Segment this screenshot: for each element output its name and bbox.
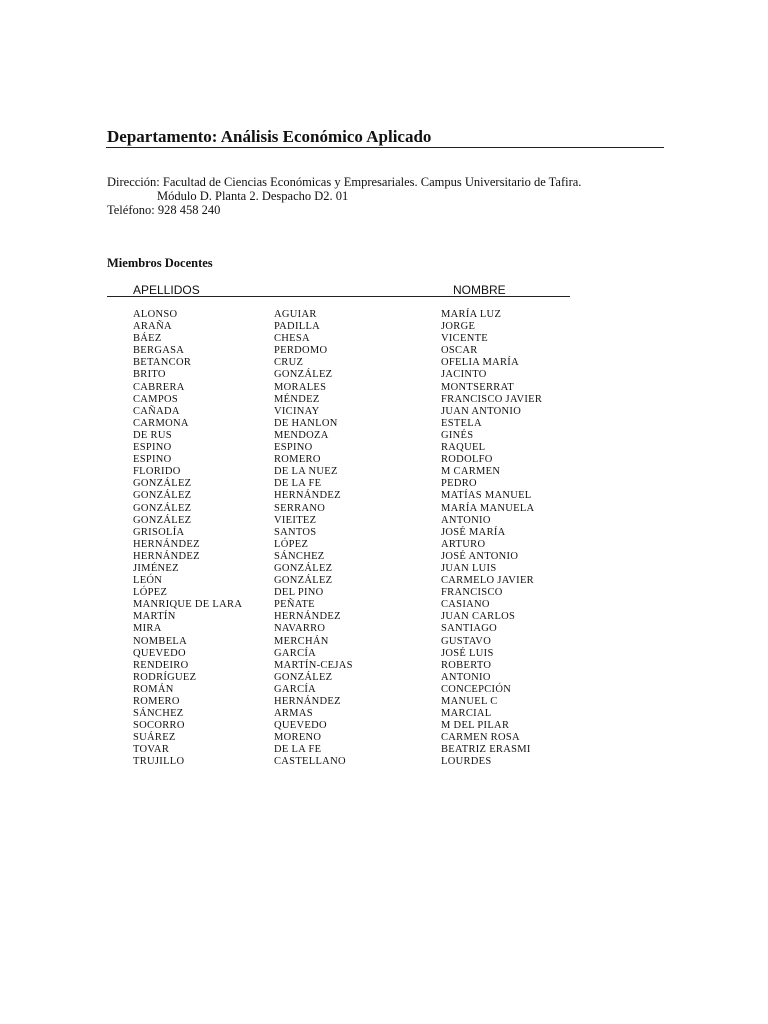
given-name: OSCAR <box>441 345 478 357</box>
first-surname: CAÑADA <box>133 405 180 417</box>
second-surname: SERRANO <box>274 502 326 514</box>
table-row <box>0 394 768 406</box>
column-header-nombre: NOMBRE <box>453 283 506 297</box>
address-line-detail: Módulo D. Planta 2. Despacho D2. 01 <box>157 189 349 203</box>
first-surname: RENDEIRO <box>133 659 189 671</box>
second-surname: HERNÁNDEZ <box>274 611 341 623</box>
second-surname: GONZÁLEZ <box>274 369 333 381</box>
given-name: FRANCISCO JAVIER <box>441 393 543 405</box>
table-row <box>0 454 768 466</box>
first-surname: NOMBELA <box>133 635 188 647</box>
first-surname: GONZÁLEZ <box>133 490 192 502</box>
table-row <box>0 551 768 563</box>
given-name: CARMEN ROSA <box>441 732 520 744</box>
first-surname: TOVAR <box>133 744 170 756</box>
second-surname: GONZÁLEZ <box>274 671 333 683</box>
given-name: JUAN LUIS <box>441 562 497 574</box>
second-surname: GONZÁLEZ <box>274 562 333 574</box>
table-row <box>0 490 768 502</box>
first-surname: GONZÁLEZ <box>133 478 192 490</box>
table-row <box>0 382 768 394</box>
first-surname: SÁNCHEZ <box>133 708 184 720</box>
given-name: ROBERTO <box>441 659 492 671</box>
column-header-apellidos: APELLIDOS <box>133 283 200 297</box>
second-surname: QUEVEDO <box>274 720 327 732</box>
table-row <box>0 732 768 744</box>
member-list <box>0 309 768 769</box>
table-row <box>0 309 768 321</box>
second-surname: LÓPEZ <box>274 538 309 550</box>
given-name: VICENTE <box>441 333 489 345</box>
first-surname: SOCORRO <box>133 720 185 732</box>
given-name: ARTURO <box>441 538 486 550</box>
given-name: MARCIAL <box>441 708 492 720</box>
table-row <box>0 503 768 515</box>
second-surname: MERCHÁN <box>274 635 329 647</box>
second-surname: VICINAY <box>274 405 320 417</box>
table-row <box>0 430 768 442</box>
second-surname: ARMAS <box>274 708 313 720</box>
first-surname: ROMÁN <box>133 683 174 695</box>
table-row <box>0 418 768 430</box>
first-surname: BÁEZ <box>133 333 162 345</box>
second-surname: MORALES <box>274 381 327 393</box>
given-name: OFELIA MARÍA <box>441 357 519 369</box>
first-surname: ARAÑA <box>133 321 172 333</box>
first-surname: MIRA <box>133 623 162 635</box>
given-name: M CARMEN <box>441 466 501 478</box>
second-surname: ROMERO <box>274 454 321 466</box>
given-name: MATÍAS MANUEL <box>441 490 532 502</box>
second-surname: DE LA FE <box>274 744 322 756</box>
second-surname: SÁNCHEZ <box>274 550 325 562</box>
second-surname: SANTOS <box>274 526 317 538</box>
page-title: Departamento: Análisis Económico Aplicado <box>107 127 432 146</box>
phone-number: Teléfono: 928 458 240 <box>107 203 221 217</box>
table-row <box>0 587 768 599</box>
first-surname: SUÁREZ <box>133 732 176 744</box>
given-name: JACINTO <box>441 369 487 381</box>
table-row <box>0 539 768 551</box>
given-name: CASIANO <box>441 599 490 611</box>
table-row <box>0 708 768 720</box>
second-surname: HERNÁNDEZ <box>274 490 341 502</box>
section-title: Miembros Docentes <box>107 256 213 270</box>
first-surname: MANRIQUE DE LARA <box>133 599 243 611</box>
table-row <box>0 696 768 708</box>
given-name: PEDRO <box>441 478 477 490</box>
first-surname: MARTÍN <box>133 611 176 623</box>
first-surname: FLORIDO <box>133 466 181 478</box>
given-name: JOSÉ ANTONIO <box>441 550 519 562</box>
table-row <box>0 575 768 587</box>
first-surname: ESPINO <box>133 454 172 466</box>
first-surname: TRUJILLO <box>133 756 185 768</box>
table-row <box>0 720 768 732</box>
table-row <box>0 478 768 490</box>
table-row <box>0 466 768 478</box>
first-surname: GONZÁLEZ <box>133 502 192 514</box>
second-surname: PADILLA <box>274 321 321 333</box>
table-row <box>0 515 768 527</box>
table-row <box>0 684 768 696</box>
given-name: BEATRIZ ERASMI <box>441 744 531 756</box>
second-surname: MARTÍN-CEJAS <box>274 659 353 671</box>
given-name: JOSÉ LUIS <box>441 647 494 659</box>
first-surname: BERGASA <box>133 345 185 357</box>
first-surname: LEÓN <box>133 575 163 587</box>
second-surname: DE LA FE <box>274 478 322 490</box>
table-row <box>0 563 768 575</box>
second-surname: CRUZ <box>274 357 304 369</box>
given-name: JOSÉ MARÍA <box>441 526 506 538</box>
table-row <box>0 672 768 684</box>
table-row <box>0 660 768 672</box>
first-surname: GRISOLÍA <box>133 526 185 538</box>
table-row <box>0 406 768 418</box>
given-name: LOURDES <box>441 756 492 768</box>
table-row <box>0 611 768 623</box>
given-name: RODOLFO <box>441 454 493 466</box>
second-surname: AGUIAR <box>274 309 317 320</box>
second-surname: PEÑATE <box>274 599 315 611</box>
first-surname: BETANCOR <box>133 357 192 369</box>
first-surname: GONZÁLEZ <box>133 514 192 526</box>
first-surname: ESPINO <box>133 442 172 454</box>
table-row <box>0 636 768 648</box>
second-surname: HERNÁNDEZ <box>274 696 341 707</box>
second-surname: MÉNDEZ <box>274 393 320 405</box>
second-surname: GONZÁLEZ <box>274 575 333 587</box>
second-surname: PERDOMO <box>274 345 328 357</box>
given-name: CARMELO JAVIER <box>441 575 534 587</box>
given-name: SANTIAGO <box>441 623 498 635</box>
table-row <box>0 527 768 539</box>
second-surname: VIEITEZ <box>274 514 317 526</box>
given-name: ANTONIO <box>441 514 491 526</box>
address-line: Dirección: Facultad de Ciencias Económicas y Empresariales. Campus Universitario de Tafira. <box>107 175 582 189</box>
first-surname: DE RUS <box>133 429 172 441</box>
table-row <box>0 333 768 345</box>
first-surname: CAMPOS <box>133 393 178 405</box>
given-name: M DEL PILAR <box>441 720 510 732</box>
given-name: JORGE <box>441 321 476 333</box>
table-row <box>0 442 768 454</box>
header-divider <box>107 296 570 297</box>
first-surname: RODRÍGUEZ <box>133 671 197 683</box>
given-name: JUAN CARLOS <box>441 611 516 623</box>
first-surname: CABRERA <box>133 381 185 393</box>
second-surname: DE HANLON <box>274 417 338 429</box>
table-row <box>0 345 768 357</box>
second-surname: DE LA NUEZ <box>274 466 338 478</box>
given-name: MARÍA LUZ <box>441 309 502 320</box>
table-row <box>0 321 768 333</box>
given-name: CONCEPCIÓN <box>441 683 512 695</box>
given-name: JUAN ANTONIO <box>441 405 522 417</box>
table-row <box>0 648 768 660</box>
second-surname: MENDOZA <box>274 429 329 441</box>
given-name: MARÍA MANUELA <box>441 502 535 514</box>
given-name: ESTELA <box>441 417 482 429</box>
given-name: GINÉS <box>441 429 474 441</box>
table-row <box>0 744 768 756</box>
address-block <box>107 175 581 217</box>
second-surname: CHESA <box>274 333 310 345</box>
table-row <box>0 756 768 768</box>
given-name: RAQUEL <box>441 442 486 454</box>
table-row <box>0 357 768 369</box>
first-surname: ROMERO <box>133 696 180 707</box>
first-surname: JIMÉNEZ <box>133 562 179 574</box>
first-surname: ALONSO <box>133 309 178 320</box>
table-row <box>0 369 768 381</box>
second-surname: ESPINO <box>274 442 313 454</box>
second-surname: GARCÍA <box>274 683 317 695</box>
title-divider <box>106 147 664 148</box>
first-surname: CARMONA <box>133 417 189 429</box>
first-surname: HERNÁNDEZ <box>133 538 200 550</box>
first-surname: HERNÁNDEZ <box>133 550 200 562</box>
second-surname: MORENO <box>274 732 322 744</box>
given-name: GUSTAVO <box>441 635 492 647</box>
second-surname: GARCÍA <box>274 647 317 659</box>
table-row <box>0 623 768 635</box>
given-name: MONTSERRAT <box>441 381 515 393</box>
second-surname: DEL PINO <box>274 587 324 599</box>
first-surname: LÓPEZ <box>133 587 168 599</box>
second-surname: CASTELLANO <box>274 756 346 768</box>
given-name: MANUEL C <box>441 696 498 707</box>
given-name: ANTONIO <box>441 671 491 683</box>
second-surname: NAVARRO <box>274 623 326 635</box>
first-surname: BRITO <box>133 369 166 381</box>
table-row <box>0 599 768 611</box>
first-surname: QUEVEDO <box>133 647 186 659</box>
given-name: FRANCISCO <box>441 587 503 599</box>
